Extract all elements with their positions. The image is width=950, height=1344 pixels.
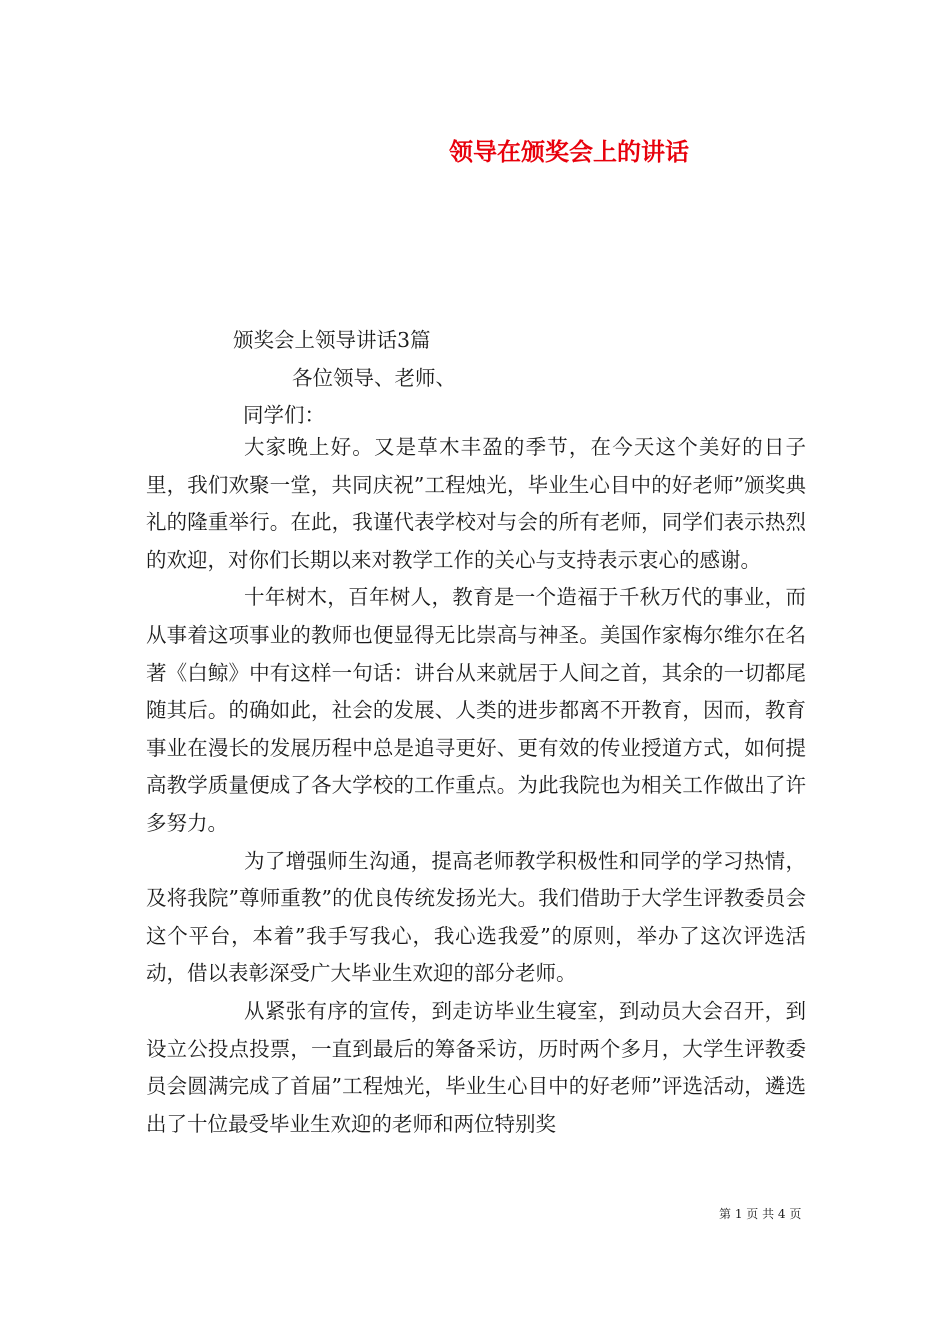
body-paragraph: 从紧张有序的宣传，到走访毕业生寝室，到动员大会召开，到设立公投点投票，一直到最后的筹备采访，历时两个多月，大学生评教委员会圆满完成了首届”工程烛光，毕业生心目中的好老师”评选活动，遴选出了十位最受毕业生欢迎的老师和两位特别奖 [146,998,806,1136]
body-paragraph: 为了增强师生沟通，提高老师教学积极性和同学的学习热情，及将我院”尊师重教”的优良传统发扬光大。我们借助于大学生评教委员会这个平台，本着”我手写我心，我心选我爱”的原则，举办了这次评选活动，借以表彰深受广大毕业生欢迎的部分老师。 [146,848,806,986]
document-title: 领导在颁奖会上的讲话 [449,137,689,166]
salutation-line-1: 各位领导、老师、 [292,366,456,390]
document-subtitle: 颁奖会上领导讲话3篇 [233,328,431,352]
body-paragraph: 大家晚上好。又是草木丰盈的季节，在今天这个美好的日子里，我们欢聚一堂，共同庆祝”工程烛光，毕业生心目中的好老师”颁奖典礼的隆重举行。在此，我谨代表学校对与会的所有老师，同学们表示热烈的欢迎，对你们长期以来对教学工作的关心与支持表示衷心的感谢。 [146,435,806,572]
page-number: 第 1 页 共 4 页 [719,1207,802,1221]
body-paragraph: 十年树木，百年树人，教育是一个造福于千秋万代的事业，而从事着这项事业的教师也便显得无比崇高与神圣。美国作家梅尔维尔在名著《白鲸》中有这样一句话：讲台从来就居于人间之首，其余的一切都尾随其后。的确如此，社会的发展、人类的进步都离不开教育，因而，教育事业在漫长的发展历程中总是追寻更好、更有效的传业授道方式，如何提高教学质量便成了各大学校的工作重点。为此我院也为相关工作做出了许多努力。 [146,585,806,835]
document-body [146,429,806,1143]
salutation-line-2: 同学们： [243,403,325,427]
